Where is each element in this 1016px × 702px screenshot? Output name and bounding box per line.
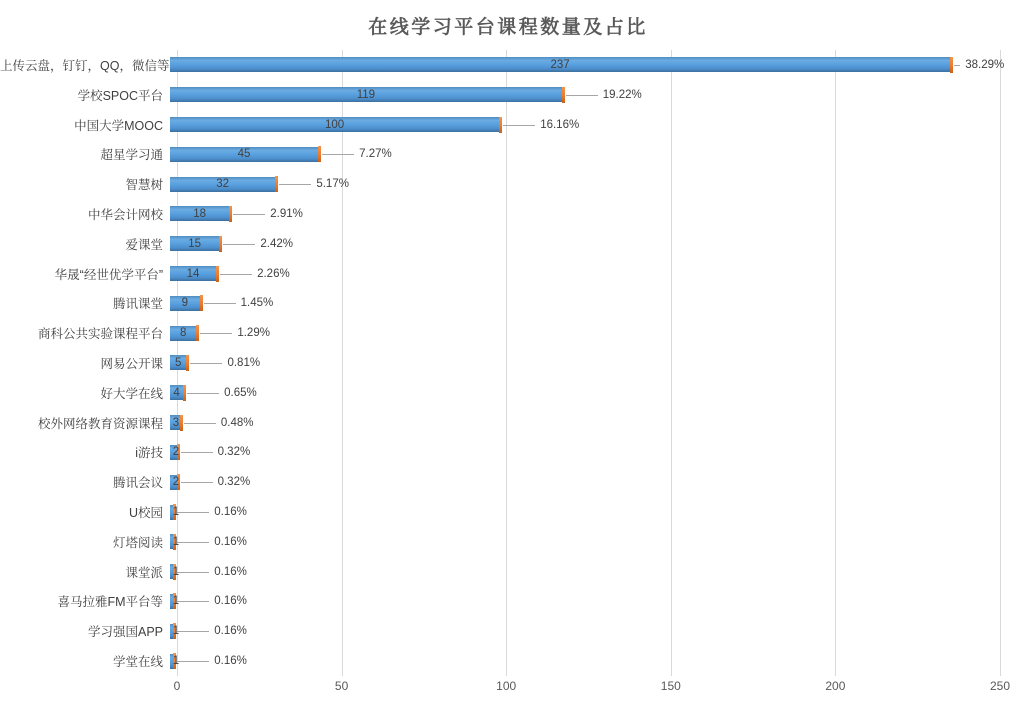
percent-marker (318, 146, 321, 162)
category-label: i游技 (135, 446, 163, 461)
percent-label: 0.16% (214, 506, 247, 519)
bar-row (0, 80, 1000, 110)
percent-label: 0.16% (214, 535, 247, 548)
x-tick-label: 200 (825, 679, 846, 693)
x-tick-label: 250 (989, 679, 1011, 693)
category-label: 腾讯会议 (112, 476, 163, 491)
category-label: 上传云盘，钉钉，QQ，微信等 (0, 58, 170, 73)
percent-label: 0.16% (214, 655, 247, 668)
bar-row (0, 438, 1000, 468)
leader-line (322, 154, 354, 155)
bar-row (0, 557, 1000, 587)
bar-row (0, 646, 1000, 676)
x-tick-label: 0 (173, 679, 181, 693)
leader-line (566, 95, 598, 96)
count-label: 3 (172, 416, 180, 429)
percent-label: 0.16% (214, 565, 247, 578)
category-label: 智慧树 (125, 178, 163, 193)
category-label: 华晟“经世优学平台” (54, 267, 163, 282)
leader-line (181, 482, 213, 483)
category-label: 网易公开课 (100, 356, 163, 371)
count-label: 1 (172, 655, 180, 668)
bar-zone (170, 318, 1000, 348)
bar-row (0, 378, 1000, 408)
count-label: 1 (172, 565, 180, 578)
bars-layer (0, 50, 1005, 676)
percent-label: 38.29% (965, 58, 1005, 71)
bar-zone (170, 616, 1000, 646)
leader-line (181, 452, 213, 453)
percent-label: 0.65% (224, 386, 257, 399)
bar-zone (170, 527, 1000, 557)
count-label: 9 (181, 297, 189, 310)
x-tick-label: 50 (334, 679, 349, 693)
bar-row (0, 229, 1000, 259)
percent-marker (196, 325, 199, 341)
count-label: 14 (186, 267, 200, 280)
bar-zone (170, 139, 1000, 169)
count-label: 4 (173, 386, 180, 399)
bar-row (0, 527, 1000, 557)
leader-line (200, 333, 232, 334)
x-tick-label: 150 (660, 679, 681, 693)
count-label: 45 (237, 148, 251, 161)
leader-line (177, 631, 209, 632)
count-label: 18 (193, 207, 207, 220)
bar-zone (170, 348, 1000, 378)
percent-label: 5.17% (316, 178, 349, 191)
percent-label: 0.48% (220, 416, 254, 429)
chart-title: 在线学习平台课程数量及占比 (368, 17, 648, 38)
bar-row (0, 259, 1000, 289)
percent-label: 0.16% (214, 625, 247, 638)
percent-label: 2.91% (270, 207, 303, 220)
percent-marker (562, 87, 565, 103)
count-label: 8 (179, 327, 187, 340)
bar-zone (170, 438, 1000, 468)
bar-row (0, 199, 1000, 229)
category-label: 课堂派 (125, 565, 163, 580)
percent-marker (183, 385, 186, 401)
category-label: 学堂在线 (112, 655, 163, 670)
category-label: 学习强国APP (87, 625, 163, 640)
count-label: 5 (175, 356, 182, 369)
percent-label: 0.32% (217, 446, 251, 459)
percent-label: 2.42% (260, 237, 293, 250)
percent-marker (200, 295, 203, 311)
bar-zone (170, 467, 1000, 497)
percent-marker (950, 57, 953, 73)
gridline (1000, 50, 1001, 676)
bar-zone (170, 587, 1000, 617)
leader-line (184, 423, 216, 424)
bar-row (0, 50, 1005, 80)
count-label: 2 (172, 446, 180, 459)
bar-row (0, 587, 1000, 617)
category-label: 腾讯课堂 (112, 297, 163, 312)
leader-line (279, 184, 311, 185)
bar-zone (170, 288, 1000, 318)
bar-zone (170, 110, 1000, 140)
bar-zone (170, 229, 1000, 259)
leader-line (177, 542, 209, 543)
x-axis (173, 679, 1011, 697)
bar-row (0, 110, 1000, 140)
bar-zone (170, 408, 1000, 438)
leader-line (177, 572, 209, 573)
bar-zone (170, 646, 1000, 676)
leader-line (233, 214, 265, 215)
percent-marker (499, 117, 502, 133)
category-label: 喜马拉雅FM平台等 (57, 595, 163, 610)
percent-label: 19.22% (602, 88, 642, 101)
bar-zone (170, 557, 1000, 587)
count-label: 1 (172, 625, 180, 638)
category-label: 灯塔阅读 (112, 535, 163, 550)
category-label: 校外网络教育资源课程 (37, 416, 163, 431)
bar-zone (170, 259, 1000, 289)
category-label: 中华会计网校 (87, 207, 163, 222)
leader-line (223, 244, 255, 245)
count-label: 1 (172, 595, 180, 608)
percent-label: 7.27% (359, 148, 392, 161)
percent-label: 2.26% (257, 267, 290, 280)
percent-marker (275, 176, 278, 192)
percent-label: 1.29% (237, 327, 270, 340)
percent-label: 0.32% (217, 476, 251, 489)
bar-row (0, 408, 1000, 438)
bar-row (0, 169, 1000, 199)
count-label: 100 (325, 118, 345, 131)
percent-label: 0.16% (214, 595, 247, 608)
leader-line (954, 65, 960, 66)
bar-zone (170, 169, 1000, 199)
category-label: 超星学习通 (100, 148, 163, 163)
bar-row (0, 348, 1000, 378)
bar-zone (170, 378, 1000, 408)
percent-label: 0.81% (227, 356, 261, 369)
bar-row (0, 318, 1000, 348)
bar-zone (170, 199, 1000, 229)
leader-line (187, 393, 219, 394)
percent-marker (229, 206, 232, 222)
percent-marker (216, 266, 219, 282)
leader-line (177, 601, 209, 602)
leader-line (177, 661, 209, 662)
category-label: 好大学在线 (100, 386, 163, 401)
count-label: 15 (188, 237, 202, 250)
bar-row (0, 616, 1000, 646)
category-label: 商科公共实验课程平台 (37, 327, 163, 342)
count-label: 2 (172, 476, 180, 489)
bar-zone (170, 50, 1005, 80)
category-label: 学校SPOC平台 (77, 88, 163, 103)
leader-line (190, 363, 222, 364)
count-label: 32 (216, 178, 230, 191)
percent-marker (219, 236, 222, 252)
x-tick-label: 100 (496, 679, 517, 693)
bar-zone (170, 497, 1000, 527)
bar-row (0, 139, 1000, 169)
bar-row (0, 288, 1000, 318)
percent-marker (186, 355, 189, 371)
bar-row (0, 497, 1000, 527)
count-label: 1 (172, 506, 180, 519)
bar-zone (170, 80, 1000, 110)
count-label: 237 (550, 58, 570, 71)
count-label: 119 (356, 88, 376, 101)
count-label: 1 (172, 535, 180, 548)
percent-label: 1.45% (240, 297, 274, 310)
percent-label: 16.16% (540, 118, 580, 131)
leader-line (220, 274, 252, 275)
category-label: 爱课堂 (125, 237, 163, 252)
category-label: U校园 (128, 506, 163, 521)
leader-line (177, 512, 209, 513)
category-label: 中国大学MOOC (74, 118, 163, 133)
leader-line (503, 125, 535, 126)
leader-line (204, 303, 236, 304)
bar-row (0, 467, 1000, 497)
